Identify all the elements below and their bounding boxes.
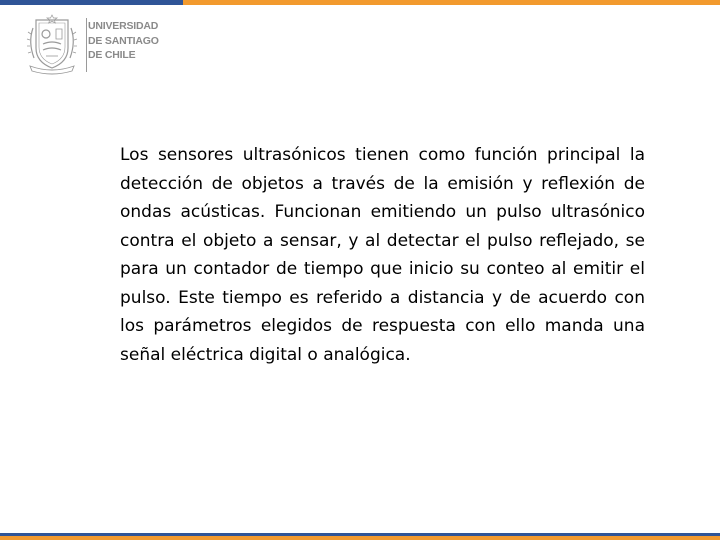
top-accent-orange — [183, 0, 720, 5]
logo-divider — [86, 18, 87, 72]
wordmark-line-1: UNIVERSIDAD — [88, 20, 159, 32]
bottom-accent-bar — [0, 533, 720, 540]
university-logo — [26, 14, 176, 78]
university-wordmark — [88, 19, 178, 63]
university-crest-icon — [26, 14, 78, 76]
top-accent-blue — [0, 0, 183, 5]
slide-body-paragraph: Los sensores ultrasónicos tienen como función principal la detección de objetos a través de la emisión y reflexión de ondas acústicas. Funcionan emitiendo un pulso ultrasónico contra el objeto a sensar, y al detectar el pulso reflejado, se para un contador de tiempo que inicio su conteo al emitir el pulso. Este tiempo es referido a distancia y de acuerdo con los parámetros elegidos de respuesta con ello manda una señal eléctrica digital o analógica. — [120, 145, 645, 365]
bottom-accent-orange — [0, 536, 720, 540]
top-accent-bar — [0, 0, 720, 5]
wordmark-line-2: DE SANTIAGO — [88, 34, 159, 47]
wordmark-line-3: DE CHILE — [88, 49, 136, 61]
